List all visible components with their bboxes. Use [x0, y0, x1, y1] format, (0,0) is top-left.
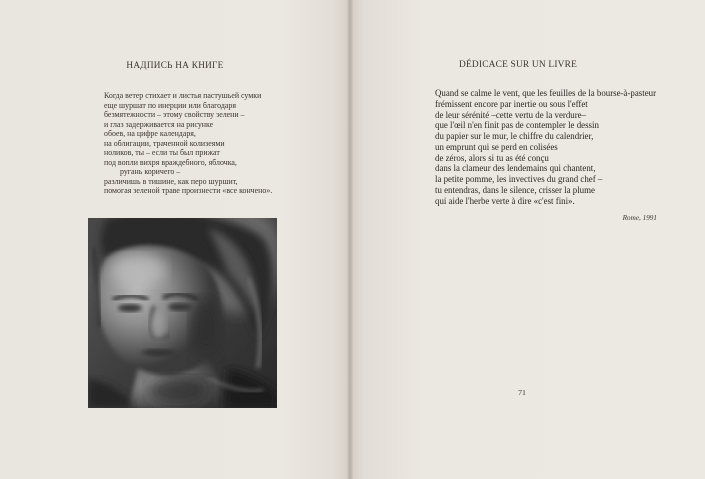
poem-line: помогая зеленой траве произнести «все кончено». [104, 186, 273, 196]
french-poem-title: DÉDICACE SUR UN LIVRE [459, 60, 577, 70]
poem-line: de zéros, alors si tu as été conçu [435, 152, 549, 163]
poem-line: еще шуршат по инерции или благодаря [104, 100, 236, 110]
portrait-photograph [88, 218, 277, 408]
page-number: 71 [518, 388, 526, 397]
russian-poem-title: НАДПИСЬ НА КНИГЕ [126, 60, 224, 70]
poem-line: tu entendras, dans le silence, crisser la plume [435, 184, 595, 195]
right-page [350, 0, 705, 479]
poem-line: ноликов, ты – если ты был прижат [104, 148, 220, 158]
russian-poem [104, 91, 272, 196]
poem-line: de leur sérénité –cette vertu de la verdure– [435, 109, 587, 120]
poem-line: Когда ветер стихает и листья пастушьей сумки [104, 91, 262, 100]
book-gutter [347, 0, 353, 479]
poem-line: un emprunt qui se perd en colisées [435, 141, 558, 152]
poem-signature: Rome, 1991 [622, 214, 657, 222]
poem-line: que l'œil n'en finit pas de contempler le dessin [435, 120, 599, 131]
poem-line: на облигации, траченной колизеями [104, 138, 225, 148]
poem-line: Quand se calme le vent, que les feuilles de la bourse-à-pasteur [435, 88, 657, 98]
poem-line: la petite pomme, les invectives du grand chef – [435, 174, 603, 184]
poem-line: под вопли вихря враждебного, яблочка, [104, 157, 237, 167]
portrait-image [88, 218, 277, 408]
poem-line: dans la clameur des lendemains qui chantent, [435, 163, 596, 174]
poem-line: и глаз задерживается на рисунке [104, 119, 214, 129]
french-poem [435, 88, 656, 206]
poem-line: du papier sur le mur, le chiffre du calendrier, [435, 131, 594, 141]
poem-line: qui aide l'herbe verte à dire «c'est fini». [435, 195, 575, 206]
poem-line: различишь в тишине, как перо шуршит, [104, 176, 238, 186]
poem-line: ругань коричего – [120, 167, 181, 177]
poem-line: frémissent encore par inertie ou sous l'effet [435, 98, 588, 109]
poem-line: безмятежности – этому свойству зелени – [104, 110, 245, 120]
poem-line: обоев, на цифре календаря, [104, 129, 196, 139]
